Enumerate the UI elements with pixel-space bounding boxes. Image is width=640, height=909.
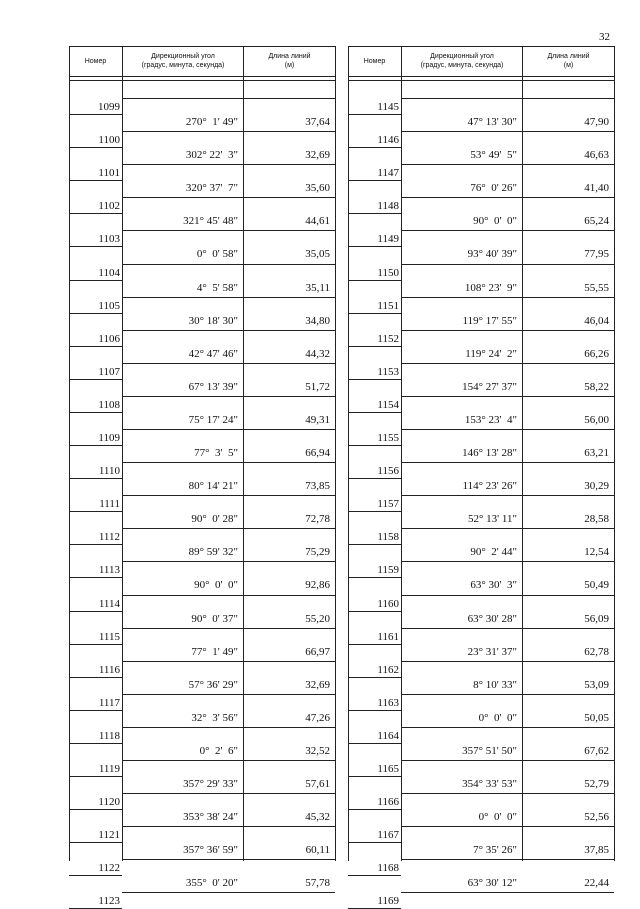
point-number: 1106 bbox=[98, 332, 120, 345]
direction-angle: 357° 36' 59" bbox=[183, 844, 238, 857]
line-length: 32,69 bbox=[305, 678, 330, 691]
direction-angle: 354° 33' 53" bbox=[462, 778, 517, 790]
point-number: 1158 bbox=[377, 531, 399, 544]
point-number: 1166 bbox=[377, 796, 399, 809]
direction-angle: 0° 0' 58" bbox=[196, 248, 238, 261]
point-number: 1148 bbox=[377, 200, 399, 213]
line-length: 44,61 bbox=[305, 215, 330, 228]
point-number: 1102 bbox=[98, 200, 120, 213]
point-number: 1157 bbox=[377, 498, 399, 511]
point-number: 1168 bbox=[377, 862, 399, 875]
point-number: 1123 bbox=[98, 895, 120, 908]
right-number-rule bbox=[348, 147, 401, 148]
right-number-rule bbox=[348, 743, 401, 744]
line-length: 37,85 bbox=[584, 844, 609, 857]
direction-angle: 63° 30' 3" bbox=[470, 579, 517, 592]
right-number-rule bbox=[348, 313, 401, 314]
point-number: 1150 bbox=[377, 266, 399, 279]
line-length: 22,44 bbox=[584, 877, 609, 890]
direction-angle: 119° 24' 2" bbox=[465, 347, 517, 360]
right-segment-rule bbox=[401, 164, 614, 165]
point-number: 1110 bbox=[98, 465, 120, 478]
point-number: 1101 bbox=[98, 167, 120, 180]
direction-angle: 119° 17' 55" bbox=[462, 314, 517, 327]
left-number-rule bbox=[69, 213, 122, 214]
right-number-rule bbox=[348, 544, 401, 545]
line-length: 62,78 bbox=[584, 645, 609, 658]
right-segment-rule bbox=[401, 528, 614, 529]
left-number-rule bbox=[69, 644, 122, 645]
right-segment-rule bbox=[401, 363, 614, 364]
left-header-angle: Дирекционный угол (градус, минута, секунда) bbox=[141, 53, 225, 69]
right-segment-rule bbox=[401, 264, 614, 265]
direction-angle: 75° 17' 24" bbox=[188, 413, 238, 426]
line-length: 56,09 bbox=[584, 612, 609, 625]
right-number-rule bbox=[348, 478, 401, 479]
right-number-rule bbox=[348, 511, 401, 512]
right-border-right bbox=[614, 46, 615, 861]
left-segment-rule bbox=[122, 760, 335, 761]
line-length: 66,97 bbox=[305, 645, 330, 658]
left-segment-rule bbox=[122, 628, 335, 629]
right-segment-rule bbox=[401, 98, 614, 99]
right-segment-rule bbox=[401, 727, 614, 728]
line-length: 46,63 bbox=[584, 149, 609, 162]
left-number-rule bbox=[69, 611, 122, 612]
line-length: 32,69 bbox=[305, 149, 330, 162]
line-length: 47,90 bbox=[584, 116, 609, 128]
left-segment-rule bbox=[122, 131, 335, 132]
left-segment-rule bbox=[122, 230, 335, 231]
point-number: 1122 bbox=[98, 862, 120, 875]
point-number: 1162 bbox=[377, 663, 399, 676]
line-length: 53,09 bbox=[584, 678, 609, 691]
point-number: 1109 bbox=[98, 432, 120, 444]
left-number-rule bbox=[69, 346, 122, 347]
right-segment-rule bbox=[401, 429, 614, 430]
point-number: 1121 bbox=[98, 829, 120, 842]
line-length: 52,56 bbox=[584, 811, 609, 824]
left-number-rule bbox=[69, 147, 122, 148]
line-length: 77,95 bbox=[584, 248, 609, 261]
right-segment-rule bbox=[401, 793, 614, 794]
direction-angle: 353° 38' 24" bbox=[183, 811, 238, 824]
direction-angle: 77° 3' 5" bbox=[194, 447, 238, 459]
line-length: 52,79 bbox=[584, 778, 609, 790]
left-header-length: Длина линий (м) bbox=[268, 53, 311, 69]
line-length: 47,26 bbox=[305, 711, 330, 724]
direction-angle: 90° 2' 44" bbox=[470, 546, 517, 559]
right-number-rule bbox=[348, 875, 401, 876]
line-length: 46,04 bbox=[584, 314, 609, 327]
direction-angle: 23° 31' 37" bbox=[467, 645, 517, 658]
right-segment-rule bbox=[401, 661, 614, 662]
line-length: 92,86 bbox=[305, 579, 330, 592]
point-number: 1153 bbox=[377, 365, 399, 378]
direction-angle: 63° 30' 28" bbox=[467, 612, 517, 625]
direction-angle: 0° 0' 0" bbox=[478, 811, 517, 824]
right-segment-rule bbox=[401, 131, 614, 132]
right-header-number: Номер bbox=[363, 57, 386, 65]
point-number: 1152 bbox=[377, 332, 399, 345]
direction-angle: 270° 1' 49" bbox=[185, 116, 238, 128]
direction-angle: 146° 13' 28" bbox=[462, 447, 517, 459]
left-segment-rule bbox=[122, 462, 335, 463]
right-number-rule bbox=[348, 379, 401, 380]
left-number-rule bbox=[69, 677, 122, 678]
left-col-separator-2 bbox=[243, 46, 244, 861]
point-number: 1100 bbox=[98, 134, 120, 147]
right-number-rule bbox=[348, 412, 401, 413]
line-length: 63,21 bbox=[584, 447, 609, 459]
point-number: 1113 bbox=[98, 564, 120, 577]
direction-angle: 153° 23' 4" bbox=[464, 413, 517, 426]
direction-angle: 89° 59' 32" bbox=[188, 546, 238, 559]
point-number: 1105 bbox=[98, 299, 120, 312]
direction-angle: 321° 45' 48" bbox=[183, 215, 238, 228]
line-length: 51,72 bbox=[305, 380, 330, 393]
left-number-rule bbox=[69, 842, 122, 843]
left-col-separator-1 bbox=[122, 46, 123, 861]
right-header-length: Длина линий (м) bbox=[547, 53, 590, 69]
point-number: 1112 bbox=[98, 531, 120, 544]
left-segment-rule bbox=[122, 297, 335, 298]
left-number-rule bbox=[69, 511, 122, 512]
right-header-rule-2 bbox=[348, 80, 614, 81]
left-number-rule bbox=[69, 379, 122, 380]
direction-angle: 32° 3' 56" bbox=[191, 711, 238, 724]
line-length: 32,52 bbox=[305, 744, 330, 757]
point-number: 1117 bbox=[98, 696, 120, 709]
direction-angle: 90° 0' 0" bbox=[194, 579, 238, 592]
right-number-rule bbox=[348, 180, 401, 181]
point-number: 1108 bbox=[98, 398, 120, 411]
point-number: 1116 bbox=[98, 663, 120, 676]
direction-angle: 7° 35' 26" bbox=[473, 844, 517, 857]
direction-angle: 76° 0' 26" bbox=[470, 182, 517, 195]
left-number-rule bbox=[69, 114, 122, 115]
right-segment-rule bbox=[401, 760, 614, 761]
right-header-rule bbox=[348, 76, 614, 77]
right-number-rule bbox=[348, 246, 401, 247]
left-number-rule bbox=[69, 313, 122, 314]
direction-angle: 357° 51' 50" bbox=[462, 744, 517, 757]
point-number: 1160 bbox=[377, 597, 399, 610]
line-length: 60,11 bbox=[305, 844, 330, 857]
line-length: 37,64 bbox=[305, 116, 330, 128]
line-length: 55,55 bbox=[584, 281, 609, 294]
left-segment-rule bbox=[122, 694, 335, 695]
point-number: 1114 bbox=[98, 597, 120, 610]
left-segment-rule bbox=[122, 859, 335, 860]
point-number: 1147 bbox=[377, 167, 399, 180]
point-number: 1118 bbox=[98, 729, 120, 742]
line-length: 57,78 bbox=[305, 877, 330, 890]
direction-angle: 302° 22' 3" bbox=[185, 149, 238, 162]
left-number-rule bbox=[69, 809, 122, 810]
left-header-number: Номер bbox=[84, 57, 107, 65]
point-number: 1107 bbox=[98, 365, 120, 378]
left-segment-rule bbox=[122, 727, 335, 728]
line-length: 66,94 bbox=[305, 447, 330, 459]
left-segment-rule bbox=[122, 528, 335, 529]
point-number: 1161 bbox=[377, 630, 399, 643]
left-segment-rule bbox=[122, 595, 335, 596]
direction-angle: 57° 36' 29" bbox=[188, 678, 238, 691]
direction-angle: 47° 13' 30" bbox=[467, 116, 517, 128]
right-segment-rule bbox=[401, 495, 614, 496]
left-header-rule bbox=[69, 76, 335, 77]
direction-angle: 320° 37' 7" bbox=[185, 182, 238, 195]
direction-angle: 0° 2' 6" bbox=[199, 744, 238, 757]
point-number: 1165 bbox=[377, 763, 399, 775]
direction-angle: 67° 13' 39" bbox=[188, 380, 238, 393]
direction-angle: 355° 0' 20" bbox=[185, 877, 238, 890]
right-segment-rule bbox=[401, 297, 614, 298]
left-number-rule bbox=[69, 246, 122, 247]
direction-angle: 93° 40' 39" bbox=[467, 248, 517, 261]
left-number-rule bbox=[69, 577, 122, 578]
direction-angle: 8° 10' 33" bbox=[473, 678, 517, 691]
right-segment-rule bbox=[401, 826, 614, 827]
direction-angle: 52° 13' 11" bbox=[468, 513, 517, 526]
point-number: 1104 bbox=[98, 266, 120, 279]
point-number: 1164 bbox=[377, 729, 399, 742]
point-number: 1120 bbox=[98, 796, 120, 809]
right-number-rule bbox=[348, 611, 401, 612]
direction-angle: 80° 14' 21" bbox=[188, 480, 238, 493]
right-number-rule bbox=[348, 346, 401, 347]
left-segment-rule bbox=[122, 561, 335, 562]
line-length: 49,31 bbox=[305, 413, 330, 426]
point-number: 1151 bbox=[377, 299, 399, 312]
right-table bbox=[348, 46, 614, 908]
right-segment-rule bbox=[401, 859, 614, 860]
point-number: 1145 bbox=[377, 101, 399, 113]
left-number-rule bbox=[69, 743, 122, 744]
left-number-rule bbox=[69, 544, 122, 545]
point-number: 1111 bbox=[99, 498, 120, 511]
point-number: 1149 bbox=[377, 233, 399, 246]
direction-angle: 0° 0' 0" bbox=[478, 711, 517, 724]
point-number: 1103 bbox=[98, 233, 120, 246]
right-number-rule bbox=[348, 445, 401, 446]
left-segment-rule bbox=[122, 264, 335, 265]
line-length: 72,78 bbox=[305, 513, 330, 526]
line-length: 44,32 bbox=[305, 347, 330, 360]
right-number-rule bbox=[348, 114, 401, 115]
line-length: 35,11 bbox=[305, 281, 330, 294]
left-table bbox=[69, 46, 335, 908]
line-length: 66,26 bbox=[584, 347, 609, 360]
left-segment-rule bbox=[122, 495, 335, 496]
right-number-rule bbox=[348, 842, 401, 843]
point-number: 1146 bbox=[377, 134, 399, 147]
left-segment-rule bbox=[122, 892, 335, 893]
point-number: 1163 bbox=[377, 696, 399, 709]
left-number-rule bbox=[69, 710, 122, 711]
line-length: 45,32 bbox=[305, 811, 330, 824]
right-col-separator-2 bbox=[522, 46, 523, 861]
point-number: 1099 bbox=[98, 101, 120, 113]
left-segment-rule bbox=[122, 330, 335, 331]
left-header-rule-2 bbox=[69, 80, 335, 81]
left-segment-rule bbox=[122, 661, 335, 662]
line-length: 56,00 bbox=[584, 413, 609, 426]
direction-angle: 357° 29' 33" bbox=[183, 778, 238, 790]
direction-angle: 63° 30' 12" bbox=[467, 877, 517, 890]
point-number: 1156 bbox=[377, 465, 399, 478]
left-number-rule bbox=[69, 412, 122, 413]
line-length: 67,62 bbox=[584, 744, 609, 757]
right-segment-rule bbox=[401, 892, 614, 893]
point-number: 1155 bbox=[377, 432, 399, 444]
left-segment-rule bbox=[122, 164, 335, 165]
right-number-rule bbox=[348, 213, 401, 214]
right-segment-rule bbox=[401, 330, 614, 331]
direction-angle: 90° 0' 37" bbox=[191, 612, 238, 625]
line-length: 30,29 bbox=[584, 480, 609, 493]
right-segment-rule bbox=[401, 396, 614, 397]
right-segment-rule bbox=[401, 595, 614, 596]
right-segment-rule bbox=[401, 462, 614, 463]
point-number: 1119 bbox=[98, 763, 120, 775]
left-segment-rule bbox=[122, 429, 335, 430]
point-number: 1154 bbox=[377, 398, 399, 411]
right-number-rule bbox=[348, 644, 401, 645]
right-segment-rule bbox=[401, 694, 614, 695]
line-length: 28,58 bbox=[584, 513, 609, 526]
direction-angle: 30° 18' 30" bbox=[188, 314, 238, 327]
right-segment-rule bbox=[401, 628, 614, 629]
left-number-rule bbox=[69, 445, 122, 446]
left-number-rule bbox=[69, 280, 122, 281]
direction-angle: 114° 23' 26" bbox=[462, 480, 517, 493]
left-number-rule bbox=[69, 180, 122, 181]
direction-angle: 42° 47' 46" bbox=[188, 347, 238, 360]
right-number-rule bbox=[348, 776, 401, 777]
right-number-rule bbox=[348, 677, 401, 678]
left-segment-rule bbox=[122, 826, 335, 827]
line-length: 35,05 bbox=[305, 248, 330, 261]
right-col-separator-1 bbox=[401, 46, 402, 861]
line-length: 50,49 bbox=[584, 579, 609, 592]
direction-angle: 77° 1' 49" bbox=[191, 645, 238, 658]
direction-angle: 53° 49' 5" bbox=[470, 149, 517, 162]
line-length: 58,22 bbox=[584, 380, 609, 393]
right-header-angle: Дирекционный угол (градус, минута, секунда) bbox=[420, 53, 504, 69]
line-length: 73,85 bbox=[305, 480, 330, 493]
line-length: 12,54 bbox=[584, 546, 609, 559]
left-segment-rule bbox=[122, 98, 335, 99]
line-length: 57,61 bbox=[305, 778, 330, 790]
line-length: 75,29 bbox=[305, 546, 330, 559]
right-segment-rule bbox=[401, 197, 614, 198]
point-number: 1115 bbox=[98, 630, 120, 643]
right-number-rule bbox=[348, 809, 401, 810]
right-segment-rule bbox=[401, 561, 614, 562]
left-border-right bbox=[335, 46, 336, 861]
point-number: 1159 bbox=[377, 564, 399, 577]
point-number: 1167 bbox=[377, 829, 399, 842]
right-number-rule bbox=[348, 577, 401, 578]
line-length: 65,24 bbox=[584, 215, 609, 228]
left-segment-rule bbox=[122, 793, 335, 794]
right-segment-rule bbox=[401, 230, 614, 231]
line-length: 55,20 bbox=[305, 612, 330, 625]
direction-angle: 154° 27' 37" bbox=[462, 380, 517, 393]
direction-angle: 90° 0' 0" bbox=[473, 215, 517, 228]
line-length: 35,60 bbox=[305, 182, 330, 195]
left-number-rule bbox=[69, 478, 122, 479]
page-number: 32 bbox=[599, 31, 610, 43]
line-length: 34,80 bbox=[305, 314, 330, 327]
left-number-rule bbox=[69, 776, 122, 777]
direction-angle: 4° 5' 58" bbox=[196, 281, 238, 294]
right-number-rule bbox=[348, 710, 401, 711]
left-segment-rule bbox=[122, 396, 335, 397]
direction-angle: 108° 23' 9" bbox=[464, 281, 517, 294]
direction-angle: 90° 0' 28" bbox=[191, 513, 238, 526]
left-number-rule bbox=[69, 875, 122, 876]
left-segment-rule bbox=[122, 197, 335, 198]
line-length: 41,40 bbox=[584, 182, 609, 195]
left-segment-rule bbox=[122, 363, 335, 364]
right-number-rule bbox=[348, 280, 401, 281]
line-length: 50,05 bbox=[584, 711, 609, 724]
point-number: 1169 bbox=[377, 895, 399, 908]
